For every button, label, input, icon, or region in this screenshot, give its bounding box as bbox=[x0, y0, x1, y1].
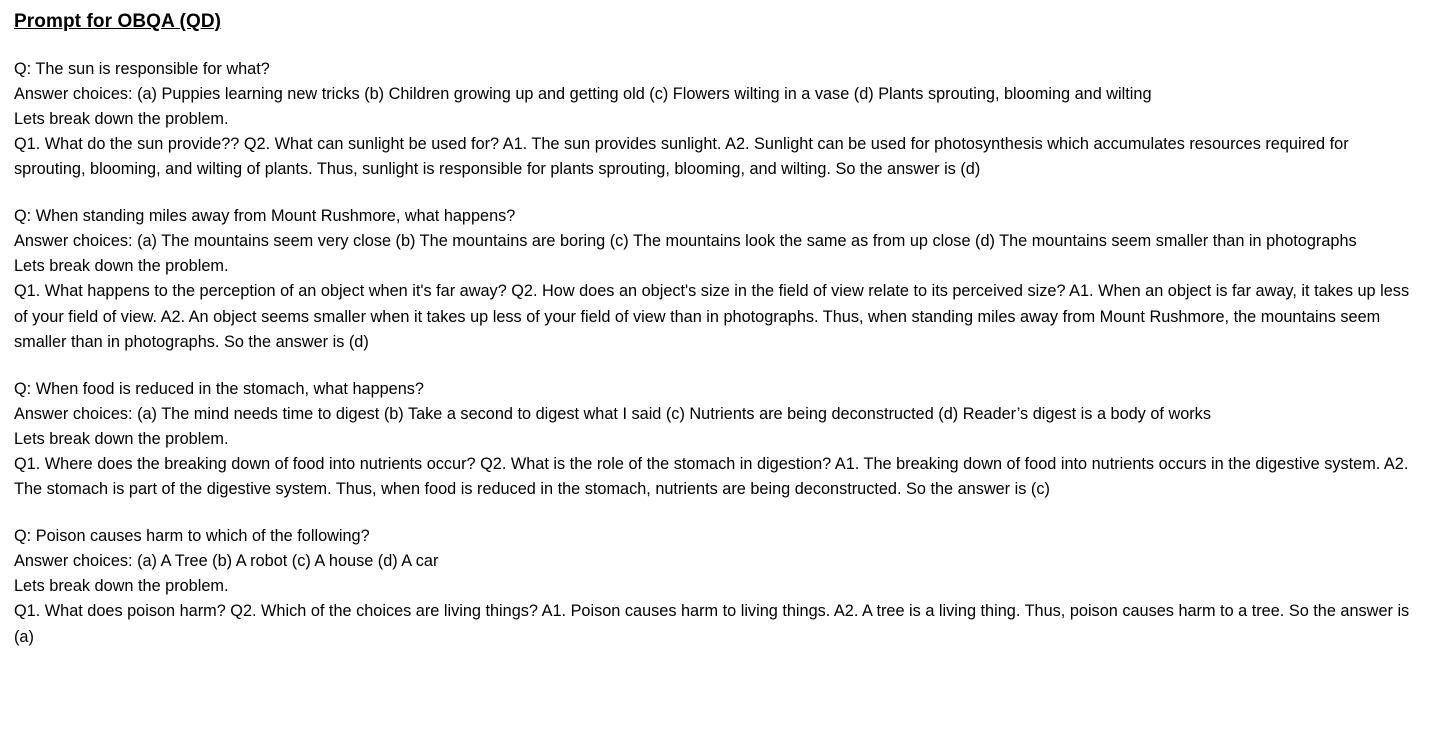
prompt-example-1 bbox=[14, 57, 1433, 182]
example-breakdown-cue: Lets break down the problem. bbox=[14, 109, 229, 128]
example-question: Q: When standing miles away from Mount Rushmore, what happens? bbox=[14, 207, 516, 226]
prompt-example-2 bbox=[14, 204, 1433, 355]
example-answer-choices: Answer choices: (a) A Tree (b) A robot (c) A house (d) A car bbox=[14, 552, 439, 571]
example-answer-choices: Answer choices: (a) Puppies learning new tricks (b) Children growing up and getting old (c) Flowers wilting in a vase (d) Plants sprouting, blooming and wilting bbox=[14, 84, 1152, 103]
example-reasoning: Q1. What does poison harm? Q2. Which of the choices are living things? A1. Poison causes harm to living things. A2. A tree is a living thing. Thus, poison causes harm to a tree. So the answer is (a) bbox=[14, 602, 1410, 646]
example-question: Q: When food is reduced in the stomach, what happens? bbox=[14, 379, 424, 398]
prompt-example-4 bbox=[14, 524, 1433, 649]
example-question: Q: Poison causes harm to which of the following? bbox=[14, 527, 370, 546]
page-title: Prompt for OBQA (QD) bbox=[14, 11, 222, 32]
example-reasoning: Q1. What do the sun provide?? Q2. What can sunlight be used for? A1. The sun provides sunlight. A2. Sunlight can be used for photosynthesis which accumulates resources required for sprouting, blooming, and wilting of plants. Thus, sunlight is responsible for plants sprouting, blooming, and wilting. So the answer is (d) bbox=[14, 134, 1349, 179]
example-breakdown-cue: Lets break down the problem. bbox=[14, 577, 229, 596]
example-answer-choices: Answer choices: (a) The mind needs time to digest (b) Take a second to digest what I said (c) Nutrients are being deconstructed (d) Reader’s digest is a body of works bbox=[14, 404, 1211, 423]
example-breakdown-cue: Lets break down the problem. bbox=[14, 257, 229, 276]
example-answer-choices: Answer choices: (a) The mountains seem very close (b) The mountains are boring (c) The mountains look the same as from up close (d) The mountains seem smaller than in photographs bbox=[14, 232, 1357, 251]
example-reasoning: Q1. What happens to the perception of an object when it's far away? Q2. How does an object's size in the field of view relate to its perceived size? A1. When an object is far away, it takes up less of your field of view. A2. An object seems smaller when it takes up less of your field of view than in photographs. Thus, when standing miles away from Mount Rushmore, the mountains seem smaller than in photographs. So the answer is (d) bbox=[14, 282, 1410, 351]
example-reasoning: Q1. Where does the breaking down of food into nutrients occur? Q2. What is the role of the stomach in digestion? A1. The breaking down of food into nutrients occurs in the digestive system. A2. The stomach is part of the digestive system. Thus, when food is reduced in the stomach, nutrients are being deconstructed. So the answer is (c) bbox=[14, 455, 1409, 499]
example-breakdown-cue: Lets break down the problem. bbox=[14, 429, 229, 448]
prompt-example-3 bbox=[14, 377, 1433, 502]
example-question: Q: The sun is responsible for what? bbox=[14, 59, 270, 78]
